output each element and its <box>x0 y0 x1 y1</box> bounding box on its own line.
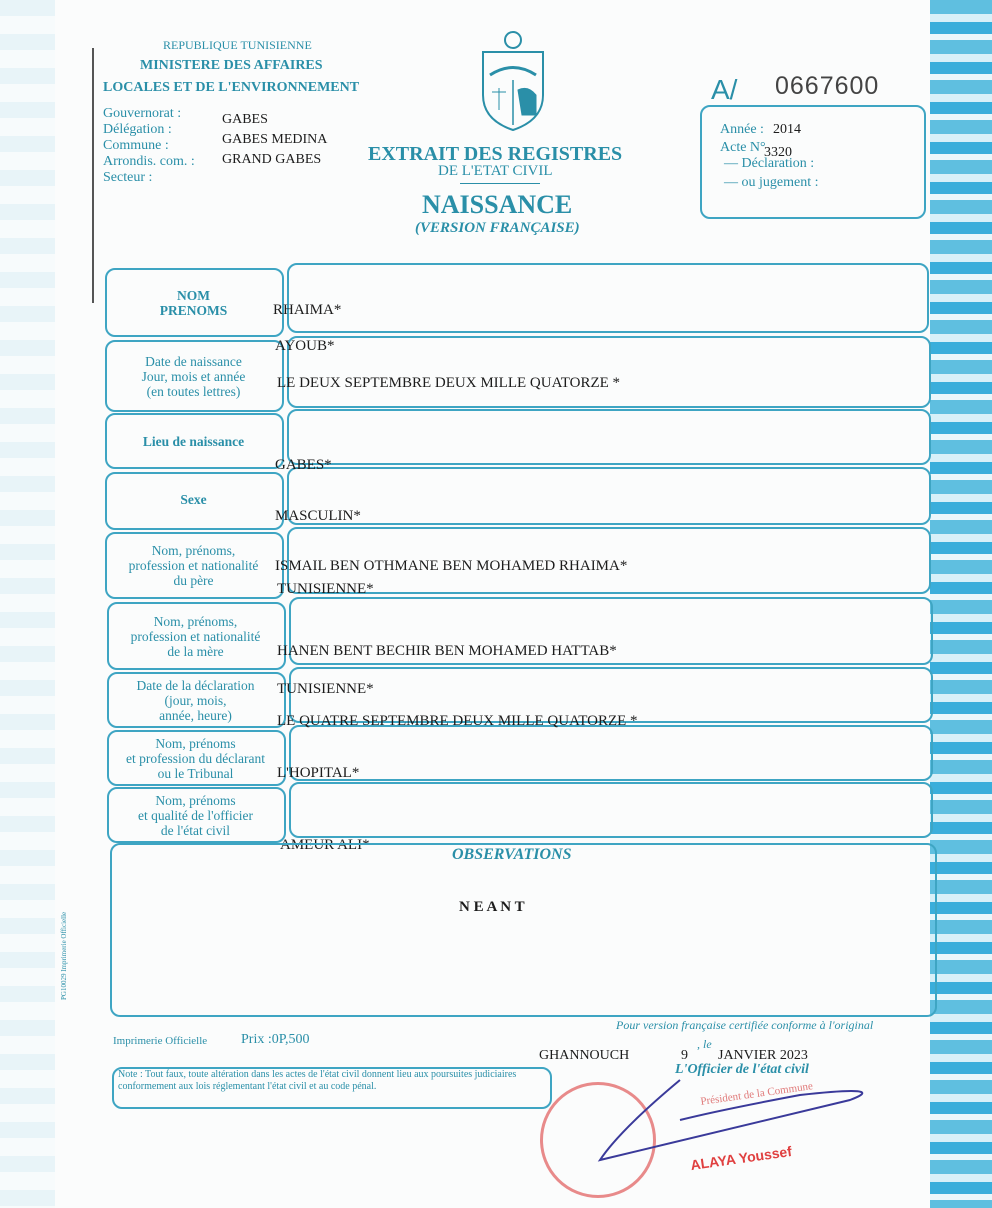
observations-box <box>110 843 937 1017</box>
acte-number: 3320 <box>764 145 792 160</box>
officer-title: L'Officier de l'état civil <box>675 1062 809 1077</box>
place: GHANNOUCH <box>539 1048 630 1063</box>
commune-label: Commune : <box>103 138 169 153</box>
note-text: Note : Tout faux, toute altération dans les actes de l'état civil donnent lieu aux poursuites judiciaires conformement aux lois réglementant l'état civil et au code pénal. <box>118 1069 517 1092</box>
value-lieu: GABES* <box>275 457 332 473</box>
value-mere: HANEN BENT BECHIR BEN MOHAMED HATTAB* <box>277 643 617 659</box>
signature <box>560 1070 890 1180</box>
observations-title: OBSERVATIONS <box>452 846 572 863</box>
value-officier: AMEUR ALI* <box>280 837 370 853</box>
serial-number: 0667600 <box>775 72 880 100</box>
row-label-lieu: Lieu de naissance <box>142 433 245 449</box>
location-values <box>222 110 327 170</box>
right-wavy-border <box>930 0 992 1208</box>
document-title: EXTRAIT DES REGISTRES <box>368 143 623 165</box>
value-pere: ISMAIL BEN OTHMANE BEN MOHAMED RHAIMA* <box>275 558 628 574</box>
value-declarant: L'HOPITAL* <box>277 765 360 781</box>
row-label-sexe: Sexe <box>180 491 207 507</box>
annee-value: 2014 <box>773 122 801 137</box>
row-label-pere: Nom, prénoms, profession et nationalité du père <box>128 543 259 588</box>
row-label-declarant: Nom, prénoms et profession du déclarant ou le Tribunal <box>125 735 266 781</box>
row-label-mere: Nom, prénoms, profession et nationalité de la mère <box>130 613 261 659</box>
row-label-officier: Nom, prénoms et qualité de l'officier de l'état civil <box>137 792 253 838</box>
date-day: 9 <box>681 1048 688 1063</box>
price-label: Prix :0P,500 <box>241 1032 310 1047</box>
title-divider <box>460 183 540 184</box>
le-label: , le <box>697 1037 712 1051</box>
acte-label: Acte N° <box>720 140 766 155</box>
serial-prefix: A/ <box>711 74 738 105</box>
version-label: (VERSION FRANÇAISE) <box>415 220 580 236</box>
value-pere-nationalite: TUNISIENNE* <box>277 581 374 597</box>
gouvernorat-value: GABES <box>222 112 268 127</box>
delegation-value: GABES MEDINA <box>222 132 328 147</box>
jugement-label: — ou jugement : <box>724 175 819 190</box>
row-label-date-declaration: Date de la déclaration (jour, mois, année, heure) <box>136 677 255 723</box>
value-mere-nationalite: TUNISIENNE* <box>277 681 374 697</box>
coat-of-arms-emblem <box>478 30 548 132</box>
value-date-declaration: LE QUATRE SEPTEMBRE DEUX MILLE QUATORZE * <box>277 713 638 729</box>
observations-text: N E A N T <box>459 899 525 915</box>
value-nom: RHAIMA* <box>273 302 342 318</box>
commune-value: GRAND GABES <box>222 152 322 167</box>
row-label-nom-prenoms: NOM PRENOMS <box>159 287 228 318</box>
signer-name: ALAYA Youssef <box>689 1142 793 1174</box>
delegation-label: Délégation : <box>103 122 172 137</box>
secteur-label: Secteur : <box>103 170 153 185</box>
stamp-line: Président de la Commune <box>699 1080 814 1108</box>
ministry-line-2: LOCALES ET DE L'ENVIRONNEMENT <box>103 80 360 95</box>
annee-label: Année : <box>720 122 764 137</box>
fold-line <box>92 48 94 303</box>
naissance-heading: NAISSANCE <box>422 190 573 219</box>
ministry-line-1: MINISTERE DES AFFAIRES <box>140 58 323 73</box>
republic-label: REPUBLIQUE TUNISIENNE <box>163 38 312 52</box>
declaration-label: — Déclaration : <box>724 156 815 171</box>
value-sexe: MASCULIN* <box>275 508 361 524</box>
printer-label: Imprimerie Officielle <box>113 1035 208 1047</box>
value-date-naissance: LE DEUX SEPTEMBRE DEUX MILLE QUATORZE * <box>277 375 621 391</box>
arrondissement-label: Arrondis. com. : <box>103 154 195 169</box>
printer-code: PG10029 Imprimerie Officielle <box>60 911 68 1000</box>
row-label-date-naissance: Date de naissance Jour, mois et année (en toutes lettres) <box>141 353 246 399</box>
document-subtitle: DE L'ETAT CIVIL <box>438 163 553 179</box>
value-prenom: AYOUB* <box>275 338 335 354</box>
left-border-decoration <box>0 0 55 1208</box>
date-month-year: JANVIER 2023 <box>718 1048 808 1063</box>
location-fields <box>103 106 195 186</box>
certified-text: Pour version française certifiée conforme à l'original <box>616 1018 874 1032</box>
gouvernorat-label: Gouvernorat : <box>103 106 182 121</box>
